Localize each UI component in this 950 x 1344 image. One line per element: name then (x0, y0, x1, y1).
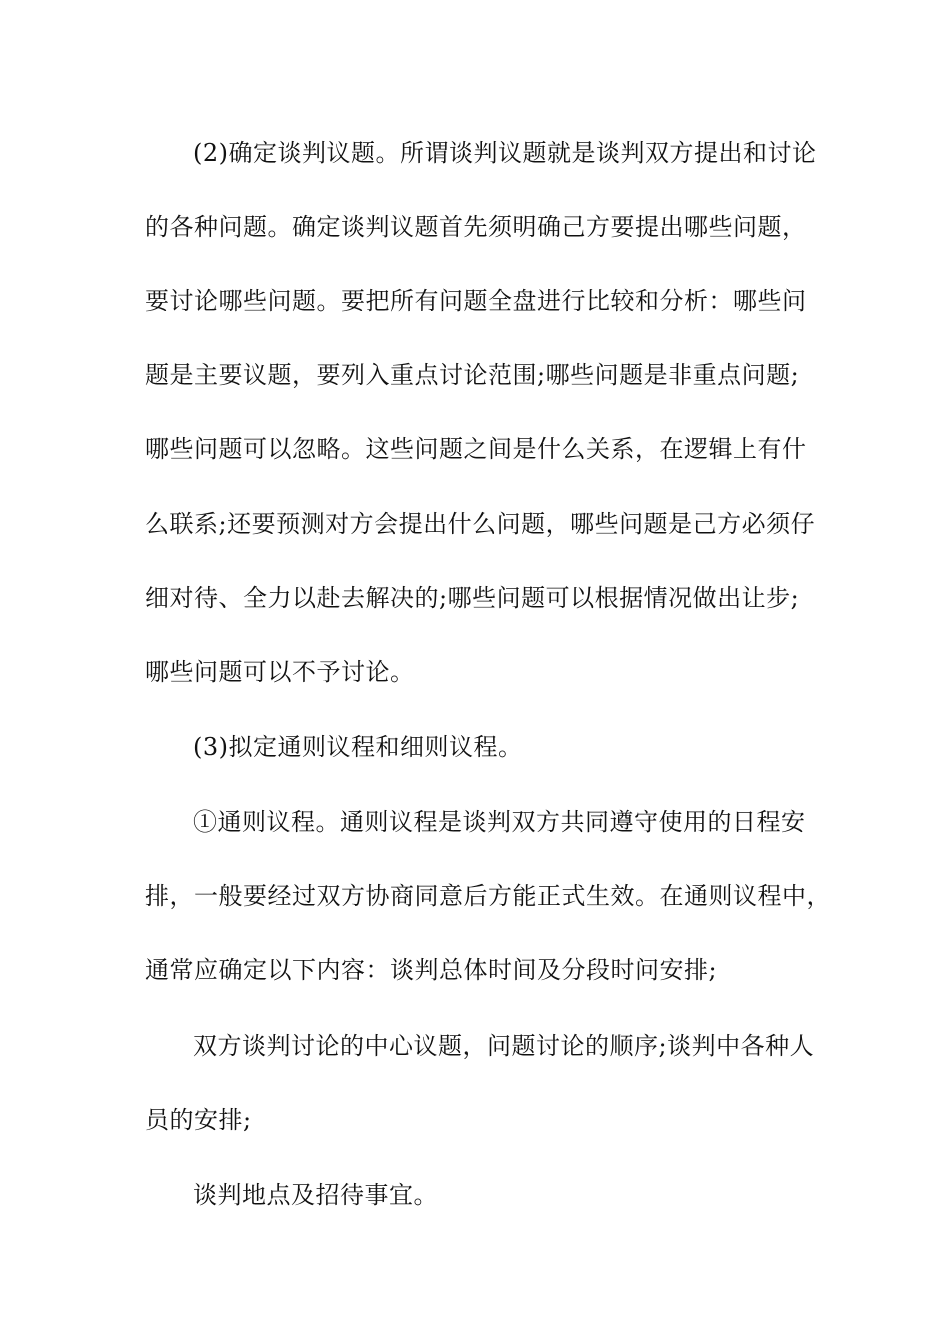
paragraph-line: (3)拟定通则议程和细则议程。 (193, 733, 523, 761)
paragraph-line: 员的安排; (145, 1106, 252, 1134)
paragraph-line: 谈判地点及招待事宜。 (193, 1181, 438, 1209)
paragraph-line: 哪些问题可以不予讨论。 (145, 658, 415, 686)
paragraph-line: 通常应确定以下内容：谈判总体时间及分段时问安排; (145, 956, 718, 984)
paragraph-line: 题是主要议题，要列入重点讨论范围;哪些问题是非重点问题; (145, 361, 800, 389)
paragraph-line: ①通则议程。通则议程是谈判双方共同遵守使用的日程安 (193, 808, 806, 836)
paragraph-line: 双方谈判讨论的中心议题，问题讨论的顺序;谈判中各种人 (193, 1032, 815, 1060)
paragraph-line: 细对待、全力以赴去解决的;哪些问题可以根据情况做出让步; (145, 584, 800, 612)
paragraph-line: 哪些问题可以忽略。这些问题之间是什么关系，在逻辑上有什 (145, 435, 807, 463)
paragraph-line: 的各种问题。确定谈判议题首先须明确己方要提出哪些问题， (145, 213, 807, 241)
paragraph-line: 排，一般要经过双方协商同意后方能正式生效。在通则议程中， (145, 882, 831, 910)
paragraph-line: 么联系;还要预测对方会提出什么问题，哪些问题是己方必须仔 (145, 510, 816, 538)
paragraph-line: (2)确定谈判议题。所谓谈判议题就是谈判双方提出和讨论 (193, 139, 817, 167)
paragraph-line: 要讨论哪些问题。要把所有问题全盘进行比较和分析：哪些问 (145, 287, 807, 315)
